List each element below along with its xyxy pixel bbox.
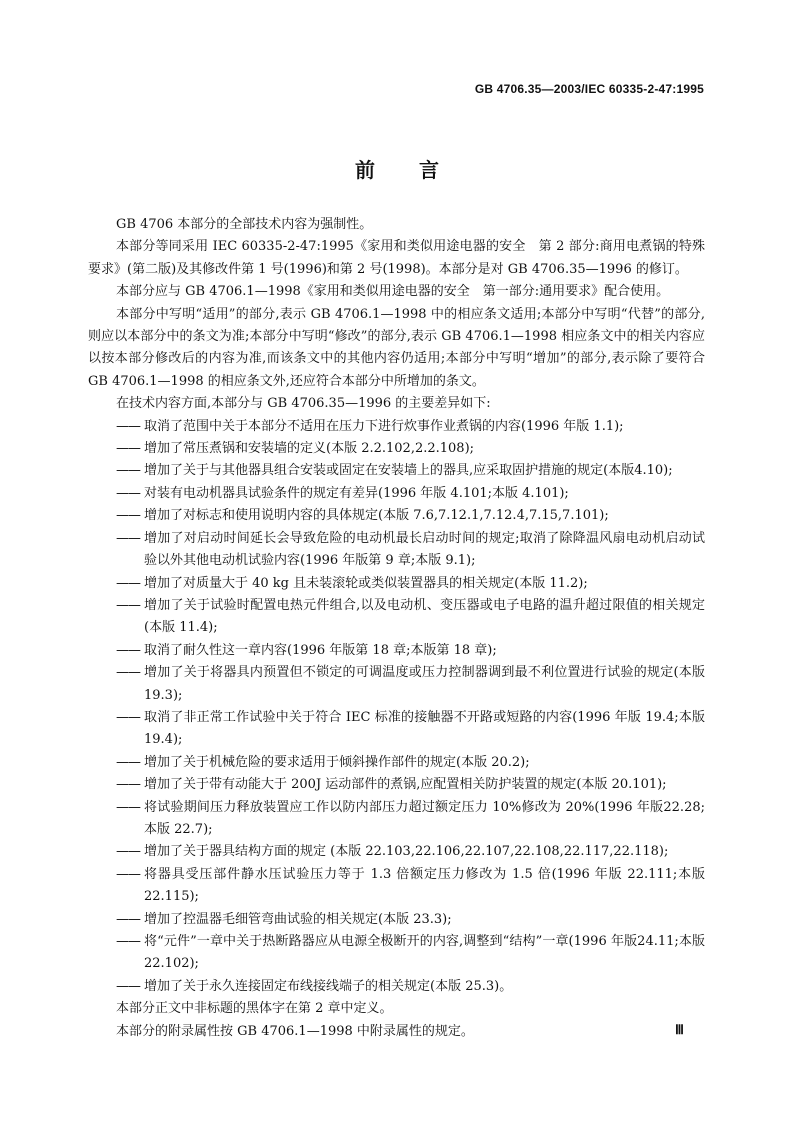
title-char-1: 前 — [355, 158, 375, 182]
list-item: —— 将试验期间压力释放装置应工作以防内部压力超过额定压力 10%修改为 20%(1996 年版22.28;本版 22.7); — [88, 797, 705, 842]
dash-marker: —— — [116, 665, 140, 681]
closing-paragraph: 本部分正文中非标题的黑体字在第 2 章中定义。 — [116, 1001, 393, 1017]
list-item: —— 增加了关于与其他器具组合安装或固定在安装墙上的器具,应采取固护措施的规定(本版4.10); — [88, 460, 705, 482]
dash-marker: —— — [116, 463, 140, 479]
list-item: —— 增加了对质量大于 40 kg 且未装滚轮或类似装置器具的相关规定(本版 11.2); — [88, 573, 705, 595]
list-item: —— 增加了关于带有动能大于 200J 运动部件的煮锅,应配置相关防护装置的规定(本版 20.101); — [88, 774, 705, 796]
dash-marker: —— — [116, 978, 140, 994]
list-item: —— 增加了对启动时间延长会导致危险的电动机最长启动时间的规定;取消了除降温风扇电动机启动试验以外其他电动机试验内容(1996 年版第 9 章;本版 9.1); — [88, 528, 705, 573]
dash-marker: —— — [116, 530, 140, 546]
intro-paragraph: 本部分中写明“适用”的部分,表示 GB 4706.1—1998 中的相应条文适用;本部分中写明“代替”的部分,则应以本部分中的条文为准;本部分中写明“修改”的部分,表示 GB 4706.1—1998 相应条文中的相关内容应以按本部分修改后的内容为准,而该条文中的其他内容仍适用;本部分中写明“增加”的部分,表示除了要符合 GB 4706.1—1998 的相应条文外,还应符合本部分中所增加的条文。 — [88, 306, 705, 389]
closing-paragraph: 本部分的附录属性按 GB 4706.1—1998 中附录属性的规定。 — [116, 1023, 474, 1039]
list-item: —— 增加了关于器具结构方面的规定 (本版 22.103,22.106,22.107,22.108,22.117,22.118); — [88, 841, 705, 863]
list-item: —— 取消了范围中关于本部分不适用在压力下进行炊事作业煮锅的内容(1996 年版 1.1); — [88, 416, 705, 438]
list-item: —— 对装有电动机器具试验条件的规定有差异(1996 年版 4.101;本版 4.101); — [88, 483, 705, 505]
list-item: —— 增加了关于机械危险的要求适用于倾斜操作部件的规定(本版 20.2); — [88, 752, 705, 774]
dash-marker: —— — [116, 597, 140, 613]
list-item: —— 增加了控温器毛细管弯曲试验的相关规定(本版 23.3); — [88, 909, 705, 931]
dash-marker: —— — [116, 508, 140, 524]
intro-paragraph: GB 4706 本部分的全部技术内容为强制性。 — [116, 217, 373, 232]
list-item: —— 增加了关于试验时配置电热元件组合,以及电动机、变压器或电子电路的温升超过限值的相关规定(本版 11.4); — [88, 595, 705, 640]
foreword-body — [88, 214, 705, 1043]
dash-marker: —— — [116, 934, 140, 949]
intro-paragraph: 本部分应与 GB 4706.1—1998《家用和类似用途电器的安全 第一部分:通用要求》配合使用。 — [116, 284, 670, 300]
dash-marker: —— — [116, 642, 140, 658]
standard-number-header: GB 4706.35—2003/IEC 60335-2-47:1995 — [474, 82, 704, 96]
list-item: —— 增加了关于将器具内预置但不锁定的可调温度或压力控制器调到最不利位置进行试验的规定(本版 19.3); — [88, 662, 705, 707]
list-item: —— 将“元件”一章中关于热断路器应从电源全极断开的内容,调整到“结构”一章(1996 年版24.11;本版 22.102); — [88, 931, 705, 976]
dash-marker: —— — [116, 866, 140, 882]
list-item: —— 增加了关于永久连接固定布线接线端子的相关规定(本版 25.3)。 — [88, 976, 705, 998]
dash-marker: —— — [116, 911, 140, 927]
differences-list — [88, 416, 705, 999]
intro-paragraph: 在技术内容方面,本部分与 GB 4706.35—1996 的主要差异如下: — [116, 396, 491, 412]
dash-marker: —— — [116, 754, 140, 770]
dash-marker: —— — [116, 485, 140, 501]
list-item: —— 取消了非正常工作试验中关于符合 IEC 标准的接触器不开路或短路的内容(1996 年版 19.4;本版 19.4); — [88, 707, 705, 752]
dash-marker: —— — [116, 777, 140, 793]
page-number: Ⅲ — [675, 1022, 684, 1037]
page-title — [0, 154, 794, 183]
list-item: —— 将器具受压部件静水压试验压力等于 1.3 倍额定压力修改为 1.5 倍(1996 年版 22.111;本版22.115); — [88, 864, 705, 909]
intro-paragraph: 本部分等同采用 IEC 60335-2-47:1995《家用和类似用途电器的安全 第 2 部分:商用电煮锅的特殊要求》(第二版)及其修改件第 1 号(1996)和第 2 号(1998)。本部分是对 GB 4706.35—1996 的修订。 — [88, 239, 705, 277]
list-item: —— 增加了对标志和使用说明内容的具体规定(本版 7.6,7.12.1,7.12.4,7.15,7.101); — [88, 505, 705, 527]
list-item: —— 增加了常压煮锅和安装墙的定义(本版 2.2.102,2.2.108); — [88, 438, 705, 460]
list-item: —— 取消了耐久性这一章内容(1996 年版第 18 章;本版第 18 章); — [88, 640, 705, 662]
dash-marker: —— — [116, 799, 140, 815]
title-char-2: 言 — [419, 158, 439, 182]
dash-marker: —— — [116, 418, 140, 434]
dash-marker: —— — [116, 441, 140, 457]
dash-marker: —— — [116, 844, 140, 860]
dash-marker: —— — [116, 575, 140, 591]
dash-marker: —— — [116, 709, 140, 725]
